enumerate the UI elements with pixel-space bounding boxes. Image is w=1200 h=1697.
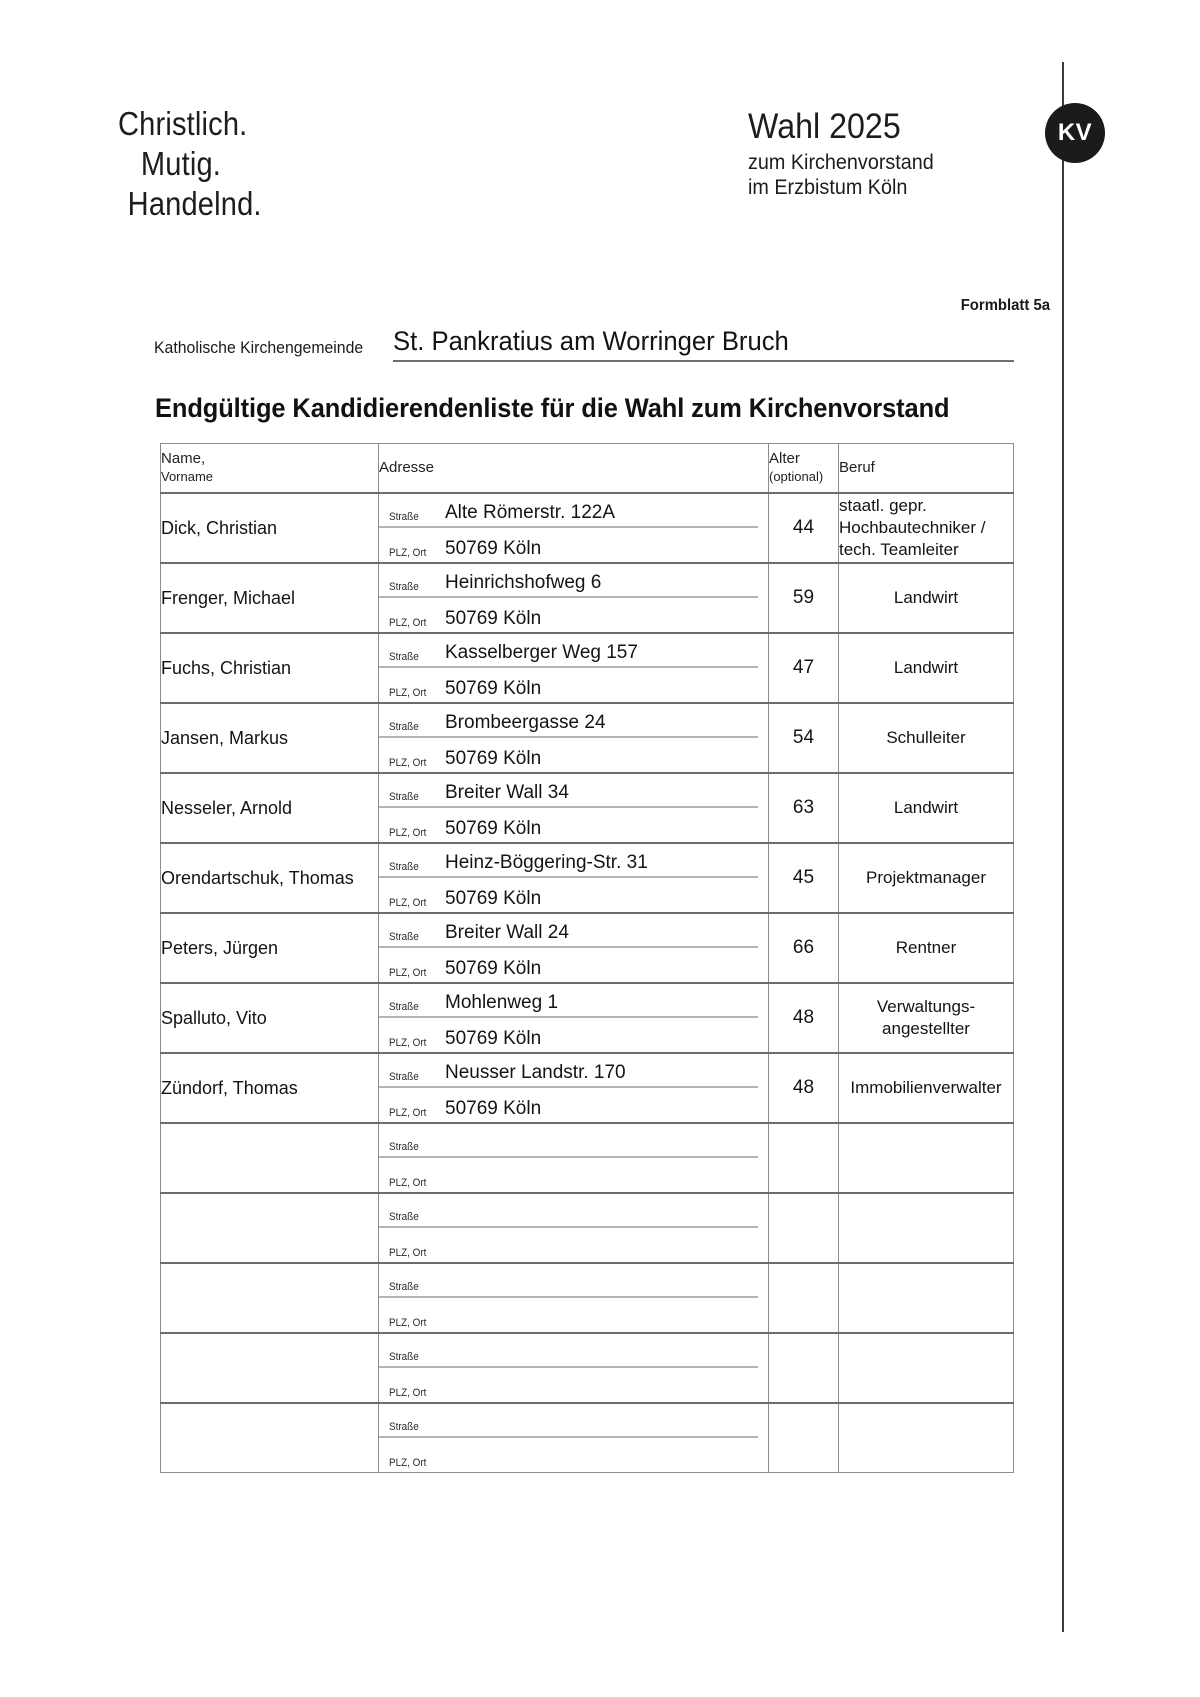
address-street-field[interactable]	[379, 1124, 758, 1158]
cell-age[interactable]	[769, 1403, 839, 1473]
cell-job[interactable]: Immobilienverwalter	[839, 1053, 1014, 1123]
parish-value: St. Pankratius am Worringer Bruch	[392, 326, 789, 356]
cell-age[interactable]	[769, 1333, 839, 1403]
cell-address	[379, 983, 769, 1053]
election-title: Wahl 2025	[748, 107, 901, 146]
cell-name[interactable]	[161, 1333, 379, 1403]
city-value: 50769 Köln	[445, 538, 542, 559]
column-header-name-line2: Vorname	[161, 469, 214, 484]
city-value: 50769 Köln	[445, 748, 542, 769]
street-label: Straße	[389, 1421, 419, 1433]
page-title: Endgültige Kandidierendenliste für die Wahl zum Kirchenvorstand	[155, 393, 950, 423]
address-city-field[interactable]	[379, 1158, 758, 1192]
city-label: PLZ, Ort	[389, 547, 427, 559]
cell-job[interactable]: Landwirt	[839, 563, 1014, 633]
cell-name[interactable]	[161, 1123, 379, 1193]
city-label: PLZ, Ort	[389, 1387, 427, 1399]
cell-job[interactable]: staatl. gepr. Hochbautechniker / tech. Teamleiter	[839, 493, 1014, 563]
cell-age[interactable]: 45	[769, 843, 839, 913]
city-value: 50769 Köln	[445, 1028, 542, 1049]
cell-address	[379, 1333, 769, 1403]
cell-job[interactable]: Schulleiter	[839, 703, 1014, 773]
street-value: Heinrichshofweg 6	[445, 572, 602, 593]
city-label: PLZ, Ort	[389, 1457, 427, 1469]
cell-name[interactable]	[161, 1263, 379, 1333]
slogan-line-3: Handelnd.	[127, 185, 262, 222]
parish-label: Katholische Kirchengemeinde	[154, 338, 364, 357]
column-header-name	[161, 444, 379, 494]
cell-address	[379, 913, 769, 983]
street-label: Straße	[389, 651, 419, 663]
form-number-label: Formblatt 5a	[960, 297, 1050, 314]
cell-name[interactable]: Nesseler, Arnold	[161, 773, 379, 843]
column-header-name-line1: Name,	[161, 450, 206, 467]
cell-job[interactable]	[839, 1123, 1014, 1193]
city-label: PLZ, Ort	[389, 897, 427, 909]
city-label: PLZ, Ort	[389, 967, 427, 979]
table-row	[161, 843, 1014, 913]
street-value: Neusser Landstr. 170	[445, 1062, 626, 1083]
election-subtitle-line-1: zum Kirchenvorstand	[748, 150, 934, 174]
street-label: Straße	[389, 1141, 419, 1153]
city-label: PLZ, Ort	[389, 1107, 427, 1119]
table-row	[161, 773, 1014, 843]
address-street-field[interactable]	[379, 1054, 758, 1088]
city-value: 50769 Köln	[445, 1098, 542, 1119]
column-header-address: Adresse	[379, 444, 769, 494]
address-street-field[interactable]	[379, 564, 758, 598]
address-street-field[interactable]	[379, 1404, 758, 1438]
address-street-field[interactable]	[379, 984, 758, 1018]
kv-badge-label: KV	[1057, 119, 1093, 146]
cell-address	[379, 633, 769, 703]
cell-address	[379, 563, 769, 633]
address-city-field[interactable]	[379, 1018, 758, 1052]
cell-name[interactable]: Dick, Christian	[161, 493, 379, 563]
cell-age[interactable]: 48	[769, 983, 839, 1053]
address-city-field[interactable]	[379, 738, 758, 772]
cell-job[interactable]: Rentner	[839, 913, 1014, 983]
cell-address	[379, 1123, 769, 1193]
cell-address	[379, 1403, 769, 1473]
cell-name[interactable]	[161, 1403, 379, 1473]
table-row	[161, 1263, 1014, 1333]
cell-job[interactable]	[839, 1193, 1014, 1263]
slogan-line-2: Mutig.	[140, 145, 222, 182]
cell-address	[379, 843, 769, 913]
kv-logo-badge	[1045, 103, 1105, 163]
street-label: Straße	[389, 1071, 419, 1083]
street-label: Straße	[389, 581, 419, 593]
cell-job[interactable]: Projektmanager	[839, 843, 1014, 913]
cell-name[interactable]: Frenger, Michael	[161, 563, 379, 633]
address-city-field[interactable]	[379, 1298, 758, 1332]
cell-age[interactable]: 54	[769, 703, 839, 773]
candidates-table-body	[161, 493, 1014, 1473]
street-label: Straße	[389, 721, 419, 733]
table-row	[161, 633, 1014, 703]
cell-address	[379, 1263, 769, 1333]
cell-job[interactable]	[839, 1263, 1014, 1333]
city-value: 50769 Köln	[445, 888, 542, 909]
address-street-field[interactable]	[379, 1194, 758, 1228]
city-label: PLZ, Ort	[389, 1247, 427, 1259]
table-row	[161, 1123, 1014, 1193]
parish-row	[154, 326, 1014, 362]
street-value: Breiter Wall 24	[445, 922, 569, 943]
slogan-line-1: Christlich.	[118, 105, 248, 142]
cell-age[interactable]: 47	[769, 633, 839, 703]
city-label: PLZ, Ort	[389, 827, 427, 839]
address-city-field[interactable]	[379, 878, 758, 912]
table-row	[161, 1053, 1014, 1123]
city-value: 50769 Köln	[445, 818, 542, 839]
cell-age[interactable]: 63	[769, 773, 839, 843]
street-label: Straße	[389, 931, 419, 943]
cell-address	[379, 493, 769, 563]
cell-name[interactable]: Peters, Jürgen	[161, 913, 379, 983]
address-city-field[interactable]	[379, 1088, 758, 1122]
cell-age[interactable]: 44	[769, 493, 839, 563]
street-value: Breiter Wall 34	[445, 782, 569, 803]
page-edge-rule	[1062, 62, 1064, 1632]
cell-address	[379, 1193, 769, 1263]
street-label: Straße	[389, 861, 419, 873]
table-row	[161, 913, 1014, 983]
cell-address	[379, 703, 769, 773]
street-label: Straße	[389, 1001, 419, 1013]
table-row	[161, 493, 1014, 563]
parish-value-field[interactable]	[393, 326, 1014, 362]
address-city-field[interactable]	[379, 1438, 758, 1472]
city-value: 50769 Köln	[445, 958, 542, 979]
cell-job[interactable]: Verwaltungs- angestellter	[839, 983, 1014, 1053]
address-city-field[interactable]	[379, 598, 758, 632]
column-header-age-line2: (optional)	[769, 469, 824, 484]
address-street-field[interactable]	[379, 1264, 758, 1298]
cell-name[interactable]: Spalluto, Vito	[161, 983, 379, 1053]
table-header-row	[161, 444, 1014, 494]
cell-age[interactable]: 66	[769, 913, 839, 983]
table-row	[161, 703, 1014, 773]
city-label: PLZ, Ort	[389, 687, 427, 699]
table-row	[161, 1403, 1014, 1473]
street-label: Straße	[389, 511, 419, 523]
city-label: PLZ, Ort	[389, 1177, 427, 1189]
election-subtitle-line-2: im Erzbistum Köln	[748, 175, 908, 199]
cell-name[interactable]: Orendartschuk, Thomas	[161, 843, 379, 913]
street-value: Mohlenweg 1	[445, 992, 559, 1013]
cell-job[interactable]	[839, 1403, 1014, 1473]
address-city-field[interactable]	[379, 528, 758, 562]
table-row	[161, 563, 1014, 633]
address-city-field[interactable]	[379, 1228, 758, 1262]
table-row	[161, 1193, 1014, 1263]
cell-age[interactable]	[769, 1193, 839, 1263]
cell-age[interactable]: 59	[769, 563, 839, 633]
cell-age[interactable]	[769, 1123, 839, 1193]
city-label: PLZ, Ort	[389, 757, 427, 769]
column-header-age-line1: Alter	[769, 450, 800, 467]
table-row	[161, 983, 1014, 1053]
cell-name[interactable]	[161, 1193, 379, 1263]
column-header-job: Beruf	[839, 444, 1014, 494]
cell-age[interactable]	[769, 1263, 839, 1333]
street-label: Straße	[389, 1351, 419, 1363]
city-value: 50769 Köln	[445, 678, 542, 699]
cell-name[interactable]: Fuchs, Christian	[161, 633, 379, 703]
street-label: Straße	[389, 1281, 419, 1293]
address-street-field[interactable]	[379, 774, 758, 808]
cell-age[interactable]: 48	[769, 1053, 839, 1123]
address-street-field[interactable]	[379, 844, 758, 878]
address-city-field[interactable]	[379, 1368, 758, 1402]
street-value: Alte Römerstr. 122A	[445, 502, 616, 523]
cell-job[interactable]: Landwirt	[839, 633, 1014, 703]
address-street-field[interactable]	[379, 914, 758, 948]
cell-name[interactable]: Jansen, Markus	[161, 703, 379, 773]
street-label: Straße	[389, 1211, 419, 1223]
address-city-field[interactable]	[379, 808, 758, 842]
column-header-age	[769, 444, 839, 494]
cell-address	[379, 1053, 769, 1123]
cell-address	[379, 773, 769, 843]
city-label: PLZ, Ort	[389, 1317, 427, 1329]
address-street-field[interactable]	[379, 704, 758, 738]
election-header	[748, 108, 1048, 200]
address-street-field[interactable]	[379, 494, 758, 528]
city-value: 50769 Köln	[445, 608, 542, 629]
street-label: Straße	[389, 791, 419, 803]
candidates-table	[160, 443, 1014, 1473]
street-value: Brombeergasse 24	[445, 712, 606, 733]
city-label: PLZ, Ort	[389, 1037, 427, 1049]
cell-job[interactable]: Landwirt	[839, 773, 1014, 843]
brand-slogan	[118, 104, 262, 224]
address-city-field[interactable]	[379, 948, 758, 982]
cell-job[interactable]	[839, 1333, 1014, 1403]
city-label: PLZ, Ort	[389, 617, 427, 629]
address-street-field[interactable]	[379, 1334, 758, 1368]
address-city-field[interactable]	[379, 668, 758, 702]
table-row	[161, 1333, 1014, 1403]
address-street-field[interactable]	[379, 634, 758, 668]
street-value: Kasselberger Weg 157	[445, 642, 638, 663]
cell-name[interactable]: Zündorf, Thomas	[161, 1053, 379, 1123]
street-value: Heinz-Böggering-Str. 31	[445, 852, 648, 873]
